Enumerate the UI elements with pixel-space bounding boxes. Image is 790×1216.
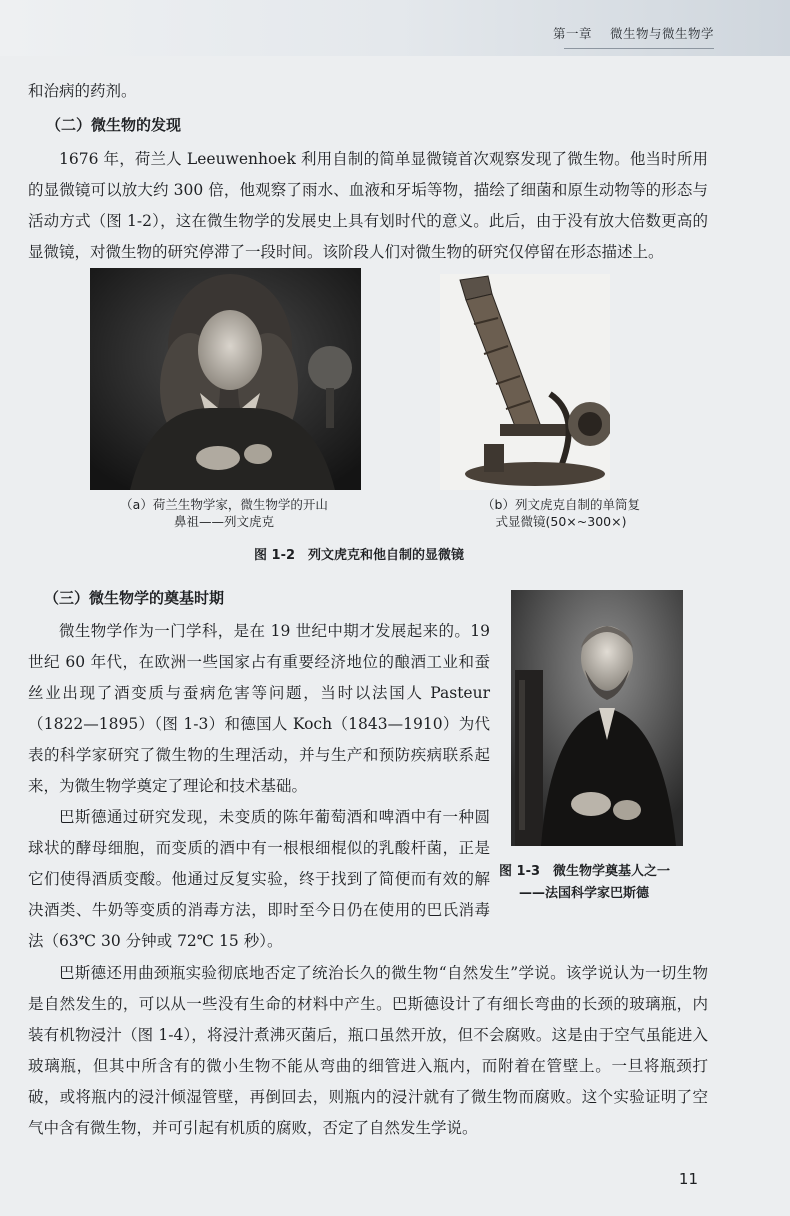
- leeuwenhoek-portrait-image: [90, 268, 361, 490]
- header-rule: [564, 48, 714, 49]
- pasteur-portrait-image: [511, 590, 683, 846]
- microscope-image: [440, 274, 610, 490]
- paragraph-swan-neck-flask: 巴斯德还用曲颈瓶实验彻底地否定了统治长久的微生物“自然发生”学说。该学说认为一切生物是自然发生的，可以从一些没有生命的材料中产生。巴斯德设计了有细长弯曲的长颈的玻璃瓶，内装有机物浸汁（图 1-4），将浸汁煮沸灭菌后，瓶口虽然开放，但不会腐败。这是由于空气虽能进入玻璃瓶，但其中所含有的微小生物不能从弯曲的细管进入瓶内，而附着在管壁上。一旦将瓶颈打破，或将瓶内的浸汁倾湿管壁，再倒回去，则瓶内的浸汁就有了微生物而腐败。这个实验证明了空气中含有微生物，并可引起有机质的腐败，否定了自然发生学说。: [28, 964, 708, 1137]
- running-header: [0, 0, 790, 56]
- paragraph-leeuwenhoek: 1676 年，荷兰人 Leeuwenhoek 利用自制的简单显微镜首次观察发现了微生物。他当时所用的显微镜可以放大约 300 倍，他观察了雨水、血液和牙垢等物，描绘了细菌和原生动物等的形态与活动方式（图 1-2），这在微生物学的发展史上具有划时代的意义。此后，由于没有放大倍数更高的显微镜，对微生物的研究停滞了一段时间。该阶段人们对微生物的研究仅停留在形态描述上。: [28, 150, 708, 261]
- section-title-discovery: （二）微生物的发现: [46, 116, 182, 134]
- figure-1-2b-microscope: [440, 274, 610, 490]
- figure-1-2b-caption: （b）列文虎克自制的单筒复式显微镜(50×~300×): [482, 497, 640, 529]
- figure-1-3-caption-line2: ——法国科学家巴斯德: [519, 886, 650, 901]
- figure-1-3-portrait: [511, 590, 683, 846]
- figure-1-2-caption: 图 1-2 列文虎克和他自制的显微镜: [254, 548, 465, 563]
- paragraph-founding: 微生物学作为一门学科，是在 19 世纪中期才发展起来的。19 世纪 60 年代，在欧洲一些国家占有重要经济地位的酿酒工业和蚕丝业出现了酒变质与蚕病危害等问题，当时以法国人 Pasteur（1822—1895）（图 1-3）和德国人 Koch（1843—1910）为代表的科学家研究了微生物的生理活动，并与生产和预防疾病联系起来，为微生物学奠定了理论和技术基础。: [28, 622, 490, 795]
- figure-1-3-caption-line1: 图 1-3 微生物学奠基人之一: [499, 864, 671, 879]
- chapter-label: 第一章: [553, 26, 593, 41]
- paragraph-continuation: 和治病的药剂。: [28, 82, 137, 100]
- running-header-text: [553, 24, 714, 42]
- section-title-founding-period: （三）微生物学的奠基时期: [44, 589, 225, 607]
- paragraph-pasteur-findings: 巴斯德通过研究发现，未变质的陈年葡萄酒和啤酒中有一种圆球状的酵母细胞，而变质的酒中有一根根细棍似的乳酸杆菌，正是它们使得酒质变酸。他通过反复实验，终于找到了简便而有效的解决酒类、牛奶等变质的消毒方法，即时至今日仍在使用的巴氏消毒法（63℃ 30 分钟或 72℃ 15 秒）。: [28, 808, 490, 950]
- figure-1-2a-portrait: [90, 268, 361, 490]
- chapter-title: 微生物与微生物学: [609, 26, 714, 41]
- figure-1-2a-caption: （a）荷兰生物学家，微生物学的开山鼻祖——列文虎克: [120, 497, 328, 529]
- page-number: 11: [678, 1170, 698, 1188]
